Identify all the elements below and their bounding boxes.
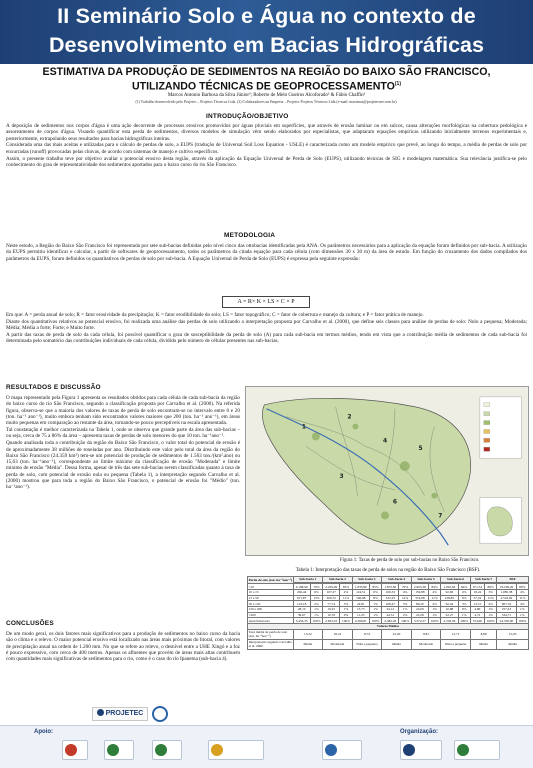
table-cell: 1.910,63 — [441, 584, 458, 590]
table-cell: Moderada — [411, 639, 441, 649]
table-body — [248, 584, 529, 624]
table-cell: 18,41 — [323, 629, 353, 639]
table-cell: Nula a pequena — [441, 639, 471, 649]
intro-paragraph: Considerada uma das mais aceitas e utilizadas para o cálculo de perdas de solo, a EUPS (tradução de Universal Soil Loss Equation - USLE) é caracterizada como um modelo empírico que prevê, ao longo do tempo, a média de perdas de solo por enxurradas (runoff) provocadas pelas chuvas, de acordo com sistemas de manejo e cultivo específicos. — [6, 142, 527, 155]
table-cell: 2.266,81 — [352, 618, 369, 624]
table-cell: 13,75 — [352, 607, 369, 613]
table-cell: 471,54 — [470, 584, 484, 590]
table-cell: 1% — [369, 607, 381, 613]
table-cell: 107,27 — [323, 589, 340, 595]
sub-basin-label: 7 — [438, 513, 443, 520]
row-label: 50 a 120 — [248, 601, 294, 607]
erosion-patch — [381, 512, 389, 520]
valores-medios-label: Valores Médios — [248, 624, 529, 630]
table-cell: 2.905,38 — [411, 584, 428, 590]
table-cell: 334,71 — [497, 612, 516, 618]
table-cell: 84% — [458, 584, 470, 590]
table-cell: 9% — [458, 595, 470, 601]
table-cell: 1% — [310, 612, 322, 618]
table-cell: 0% — [340, 612, 352, 618]
inset-locator-map — [480, 498, 522, 543]
conclusions-paragraph: De um modo geral, os dois fatores mais significativos para a produção de sedimentos no baixo curso da bacia são o clima e o relevo. O maior potencial erosivo está localizado nas áreas mais próximas do litoral, com valores de precipitação anual na ordem de 1.200 mm. No que se refere ao relevo, o desnível entre a UHE Xingó e a foz é pouco expressivo, com cerca de 400 metros. Apenas os afluentes que provém de áreas mais altas contribuem com quantidades mais significativas de sedimentos para o rio, como é o caso do rio Ipanema (sub-bacia 4). — [6, 631, 240, 663]
sub-basin-label: 1 — [301, 424, 307, 431]
table-header: Sub-bacia 4 — [382, 577, 412, 583]
table-cell: 15,63 — [497, 629, 529, 639]
table-cell: 4% — [399, 589, 411, 595]
sinpai-icon — [65, 744, 77, 756]
table-cell: 11% — [484, 595, 496, 601]
table-cell: 0% — [458, 607, 470, 613]
table-cell: 19.198,26 — [497, 584, 516, 590]
emprapa-icon — [107, 744, 119, 756]
affiliation-note: (1) Trabalho desenvolvido pelo Projetec – Projetos Técnicos Ltda. (2) Colaboradores na Empresa – Projetec Projetos Técnicos Ltda (e-mail: maximus@projetecnet.com.br). — [135, 100, 398, 104]
table-cell: Moderada — [323, 639, 353, 649]
table-cell: 83% — [340, 584, 352, 590]
table-header: Perda de solo (ton. ha⁻¹ano⁻¹) — [248, 578, 292, 583]
row-label: Área/Sub-bacia — [248, 618, 294, 624]
table-cell: 257,43 — [497, 607, 516, 613]
table-cell: 1.872,65 — [382, 584, 399, 590]
table-cell: 1% — [369, 601, 381, 607]
table-cell: 22,28 — [411, 612, 428, 618]
sponsor-logo — [62, 740, 88, 760]
table-row — [248, 639, 529, 649]
paper-title-line2: UTILIZANDO TÉCNICAS DE GEOPROCESSAMENTO — [131, 80, 395, 93]
sub-basin-label: 4 — [382, 438, 388, 445]
organizacao-label: Organização: — [400, 729, 439, 735]
table-cell: 39,67 — [293, 612, 310, 618]
apoio-label: Apoio: — [34, 729, 53, 735]
figure-caption: Figura 1: Taxas de perda de solo por sub-bacias no Baixo São Francisco. — [340, 558, 480, 563]
table-cell: 100% — [458, 618, 470, 624]
table-cell: 671,87 — [293, 595, 310, 601]
table-cell: 1% — [484, 607, 496, 613]
banner-title-line2: Desenvolvimento em Bacias Hidrográficas — [49, 33, 484, 57]
sub-basin-label: 3 — [339, 473, 344, 480]
results-paragraph: Quando analisada toda a contribuição da região do Baixo São Francisco, o valor total do potencial de erosão é de aproximadamente 38 milhões de toneladas por ano. Distribuindo este valor pelo total da área da região do Baixo São Francisco (24.359 km²) tem-se um potencial de produção de sedimentos de 1.563 ton./(km².ano) ou 15,63 (ton. ha⁻¹ano⁻¹), correspondente ao limite máximo da classificação de erosão "Moderada" e limite mínimo de erosão "Média". Dessa forma, apesar de três das sete sub-bacias serem classificadas quanto à taxa de perda de solo, com potencial de erosão nula ou pequena (Tabela 1), a interpretação segundo Carvalho et al. (2000) mostrou que para toda a região do Baixo São Francisco, o potencial de erosão foi "Médio" (ton. ha⁻¹ano⁻¹). — [6, 440, 240, 491]
table-cell: 374,68 — [411, 595, 428, 601]
table-cell: 124,51 — [352, 589, 369, 595]
table-cell: 11% — [340, 595, 352, 601]
table-cell: 4,72 — [470, 612, 484, 618]
table-cell: 11% — [428, 595, 440, 601]
table-cell: 100% — [516, 618, 528, 624]
embrapa-icon — [155, 744, 167, 756]
method-paragraph: Em que: A = perda anual de solo; R = fator erosividade da precipitação; K = fator erodibilidade do solo; LS = fator topográfico; C = fator de cobertura e manejo da cultura; e P = fator prática de manejo. — [6, 312, 424, 318]
table-row — [248, 629, 529, 639]
soil-loss-table — [247, 576, 529, 650]
table-cell: 1% — [310, 607, 322, 613]
sponsor-footer — [0, 725, 533, 768]
sub-basin-label: 5 — [418, 446, 423, 453]
table-header: Sub-bacia 6 — [441, 577, 471, 583]
intro-heading: INTRODUÇÃO/OBJETIVO — [206, 113, 289, 120]
table-cell: Nula a pequena — [352, 639, 382, 649]
table-cell: 4% — [458, 589, 470, 595]
table-cell: 80% — [516, 584, 528, 590]
table-cell: 100% — [484, 618, 496, 624]
table-cell: 2% — [310, 601, 322, 607]
erosion-patch — [400, 461, 410, 471]
row-label: 15 a 50 — [248, 595, 294, 601]
organizer-logo — [400, 740, 442, 760]
table-cell: 13,15 — [470, 601, 484, 607]
table-cell: 2.516,82 — [497, 595, 516, 601]
row-label: Interpretação segundo Carvalho et al. 2000 — [248, 640, 292, 649]
table-cell: 12,71 — [441, 629, 471, 639]
sponsor-logo — [208, 740, 264, 760]
table-cell: 159,88 — [411, 589, 428, 595]
table-cell: 44,51 — [382, 612, 399, 618]
table-cell: 79% — [310, 584, 322, 590]
table-cell: 574,90 — [470, 618, 484, 624]
table-cell: 1% — [516, 607, 528, 613]
table-cell: 2% — [399, 612, 411, 618]
legend-swatch — [484, 438, 490, 442]
table-header: Sub-bacia 1 — [293, 577, 323, 583]
projetec-logo: PROJETEC — [92, 707, 148, 721]
table-cell: 5.454,35 — [293, 618, 310, 624]
table-cell: 8,89 — [470, 629, 496, 639]
row-label: 120 a 200 — [248, 607, 294, 613]
method-intro — [6, 243, 527, 262]
codevasf-icon — [403, 744, 415, 756]
intro-paragraph: Assim, o presente trabalho teve por objetivo avaliar o potencial erosivo desta região, através da aplicação da Equação Universal de Perda de Solo (EUPS), utilizando técnicas de SIG e modelagem matemática. Sua relevância justifica-se pelo conhecimento do grau de representatividade dos sedimentos aportados para o baixo curso do rio São Francisco. — [6, 155, 527, 168]
table-cell: 24.359,00 — [497, 618, 516, 624]
results-paragraph: O mapa representado pela Figura 1 apresenta os resultados obtidos para cada célula de cada sub-bacia da região do baixo curso do rio São Francisco, segundo a classificação proposta por Carvalho et al. (2000). Na referida figura, observa-se que a maioria dos valores de taxas de perda de solo encontram-se no intervalo entre 0 e 20 (ton. ha⁻¹ ano⁻¹), muito embora tenham sido encontrados valores maiores que 200 (ton. ha⁻¹ ano⁻¹), em áreas muito pequenas em comparação ao restante da área, tornando-se pouco perceptíveis na escala apresentada. — [6, 395, 240, 427]
eups-equation: A = R× K × LS × C × P — [222, 296, 310, 308]
table-cell: 10,88 — [441, 607, 458, 613]
table-cell: Média — [470, 639, 496, 649]
method-details — [6, 312, 527, 345]
results-paragraph: Tal constatação é melhor caracterizada na Tabela 1, onde se observa que grande parte da área das sub-bacias – ou seja, cerca de 75 a 86% da área – apresenta taxas de perdas de solo menores do que 10 ton. ha⁻¹ano⁻¹. — [6, 427, 240, 440]
table-cell: 4,80 — [470, 607, 484, 613]
table-cell: Média — [293, 639, 323, 649]
table-cell: 218,85 — [441, 595, 458, 601]
table-cell: 14% — [399, 595, 411, 601]
legend-swatch — [484, 403, 490, 407]
method-paragraph: Neste estudo, a Região do Baixo São Francisco foi representada por sete sub-bacias definidas pelo nível cinco das ottobacias identificadas pela ANA. Os parâmetros necessários para a aplicação da equação foram definidos por sub-bacia. A utilização da EUPS permitiu identificar e calcular, a partir de softwares de geoprocessamento, todos os parâmetros da citada equação para cada célula (com dimensões 30 x 30 m) da área de estudo. Em função do cruzamento dos dados compilados dos parâmetros da EUPS, foram definidos os quantitativos de perdas de solo por sub-bacia. A Equação Universal de Perda de Solo (EUPS) é expressa pela seguinte expressão: — [6, 243, 527, 262]
table-cell: 18,24 — [470, 589, 484, 595]
table-cell: 100% — [340, 618, 352, 624]
table-header: BSF — [497, 577, 529, 583]
table-cell: 1% — [458, 612, 470, 618]
table-cell: 79% — [399, 584, 411, 590]
row-label: >200 — [248, 612, 294, 618]
table-cell: 19,25 — [323, 607, 340, 613]
table-cell: 1% — [428, 607, 440, 613]
table-header: Sub-bacia 3 — [352, 577, 382, 583]
table-cell: 57,19 — [470, 595, 484, 601]
table-cell: 8% — [369, 595, 381, 601]
table-cell: 13% — [310, 595, 322, 601]
table-cell: 4% — [516, 589, 528, 595]
table-cell: 6% — [310, 589, 322, 595]
soil-loss-map — [245, 386, 529, 556]
results-section — [6, 395, 240, 491]
integration-ministry-icon — [457, 744, 469, 756]
table-cell: 22,27 — [441, 612, 458, 618]
intro-paragraph: A deposição de sedimentos nos corpos d'água é uma ação decorrente de processos erosivos promovidos por águas pluviais em superfícies, que através de erosão laminar ou em sulcos, causa alterações morfológicas na cobertura pedológica e assoreamento de corpos d'água. Visando quantificar esta perda de sedimentos, diversos modelos de simulação vêm sendo elaborados por especialistas, que adaptaram equações empíricas utilizando inicialmente terrenos experimentais e, posteriormente, extrapolando seus resultados para bacias hidrográficas inteiras. — [6, 123, 527, 142]
table-cell: 1.835,80 — [352, 584, 369, 590]
legend-swatch — [484, 412, 490, 416]
table-cell: 24,12 — [382, 607, 399, 613]
method-paragraph: A partir das taxas de perda de solo da cada célula, foi possível quantificar o grau de susceptibilidade da perda de solo (A) para cada sub-bacia em termos médios, tendo em vista que a contribuição média de sedimentos de cada sub-bacia foi determinada pelo somatório das contribuições individuais de cada célula, dividido pelo número de células presentes nas sub-bacias. — [6, 332, 527, 345]
table-cell: 2% — [484, 601, 496, 607]
paper-title-line1: ESTIMATIVA DA PRODUÇÃO DE SEDIMENTOS NA REGIÃO DO BAIXO SÃO FRANCISCO, — [42, 66, 491, 78]
table-cell: 2.482,26 — [382, 618, 399, 624]
table-cell: 6% — [369, 589, 381, 595]
banner-title-line1: II Seminário Solo e Água no contexto de — [57, 4, 476, 28]
table-cell: 4.198,99 — [293, 584, 310, 590]
table-cell: 108,47 — [382, 601, 399, 607]
circular-emblem-icon — [152, 706, 168, 722]
table-cell: 100% — [399, 618, 411, 624]
table-header: Sub-bacia 2 — [323, 577, 353, 583]
table-cell: 11,23 — [352, 612, 369, 618]
table-cell: 85% — [369, 584, 381, 590]
table-cell: 1% — [516, 612, 528, 618]
erosion-patch — [352, 424, 358, 430]
table-cell: 86% — [484, 584, 496, 590]
method-paragraph: Diante dos quantitativos relativos ao potencial erosivo, foi realizada uma análise das perdas de solo utilizando a interpretação proposta por Carvalho et al. (2000), que define seis classes para análise de perdas de solo: Nulo a pequena; Moderada; Média; Média a forte; Forte; e Muito forte. — [6, 318, 527, 332]
table-cell: 15,22 — [293, 629, 323, 639]
table-cell: 28,10 — [293, 607, 310, 613]
table-cell: 11% — [516, 595, 528, 601]
row-label: 10 a 15 — [248, 589, 294, 595]
sponsor-logo — [104, 740, 134, 760]
erosion-patch — [431, 493, 437, 499]
table-cell: 292,44 — [293, 589, 310, 595]
table-cell: 907,19 — [497, 601, 516, 607]
table-cell: 100% — [428, 618, 440, 624]
table-cell: 100% — [310, 618, 322, 624]
table-cell: 4% — [516, 601, 528, 607]
conclusions-heading: CONCLUSÕES — [6, 620, 54, 627]
table-cell: 2.256,09 — [323, 584, 340, 590]
table-cell: 123,18 — [293, 601, 310, 607]
title-footnote-marker: (1) — [394, 81, 402, 87]
table-cell: 166,98 — [352, 595, 369, 601]
sponsor-logo — [152, 740, 182, 760]
table-cell: 1% — [428, 612, 440, 618]
table-cell: 22,20 — [382, 629, 412, 639]
table-cell: 1% — [484, 612, 496, 618]
table-cell: 92,82 — [441, 589, 458, 595]
legend-swatch — [484, 429, 490, 433]
table-cell: 5% — [399, 601, 411, 607]
table-header: Sub-bacia 5 — [411, 577, 441, 583]
table-cell: 84% — [428, 584, 440, 590]
organizer-logo — [454, 740, 500, 760]
seminar-banner — [0, 0, 533, 64]
table-cell: 10,76 — [323, 612, 340, 618]
sub-basin-label: 2 — [347, 414, 352, 421]
table-cell: 1% — [340, 607, 352, 613]
table-cell: 300,72 — [323, 595, 340, 601]
table-cell: 4% — [428, 589, 440, 595]
table-cell: 1% — [369, 612, 381, 618]
table-cell: 100% — [369, 618, 381, 624]
table-cell: 3.572,27 — [411, 618, 428, 624]
author-list: Marcos Antonio Barbosa da Silva Júnior²; Roberto de Melo Gueiros Alcoforado² & Fábio Chaffin³ — [167, 93, 366, 98]
sub-basin-label: 6 — [392, 499, 397, 506]
map-legend — [480, 397, 522, 458]
table-cell: 1.085,38 — [497, 589, 516, 595]
table-cell: 3% — [340, 601, 352, 607]
table-cell: 8,74 — [352, 629, 382, 639]
ministry-icon — [325, 744, 337, 756]
table-caption: Tabela 1: Interpretação das taxas de perda de solos na região do Baixo São Francisco (BSF). — [295, 568, 481, 573]
method-heading: METODOLOGIA — [224, 232, 276, 239]
agency-icon — [211, 744, 223, 756]
table-cell: 24,81 — [352, 601, 369, 607]
map-graphic — [246, 387, 528, 555]
table-header: Sub-bacia 7 — [470, 577, 496, 583]
table-cell: 2.832,22 — [323, 618, 340, 624]
table-cell: 2.318,59 — [441, 618, 458, 624]
row-label: <10 — [248, 584, 294, 590]
legend-swatch — [484, 421, 490, 425]
table-cell: 3% — [484, 589, 496, 595]
table-cell: 2% — [428, 601, 440, 607]
table-cell: 77,74 — [323, 601, 340, 607]
sponsor-logo — [322, 740, 362, 760]
paper-title — [6, 66, 527, 93]
table-cell: 8,81 — [411, 629, 441, 639]
table-cell: 86,20 — [411, 601, 428, 607]
table-cell: 24,09 — [411, 607, 428, 613]
table-header-row — [248, 577, 529, 583]
table-cell: Média — [382, 639, 412, 649]
legend-swatch — [484, 447, 490, 451]
table-cell: 1% — [399, 607, 411, 613]
results-heading: RESULTADOS E DISCUSSÃO — [6, 384, 101, 391]
table-cell: 62,44 — [441, 601, 458, 607]
table-cell: 3% — [458, 601, 470, 607]
conclusions-section — [6, 631, 240, 663]
table-cell: 100,33 — [382, 589, 399, 595]
intro-section — [6, 123, 527, 169]
row-label: Taxa média de perda de solo (ton. ha⁻¹ano⁻¹) — [248, 629, 294, 639]
erosion-patch — [312, 432, 320, 440]
table-cell: 332,23 — [382, 595, 399, 601]
table-cell: Média — [497, 639, 529, 649]
table-cell: 4% — [340, 589, 352, 595]
